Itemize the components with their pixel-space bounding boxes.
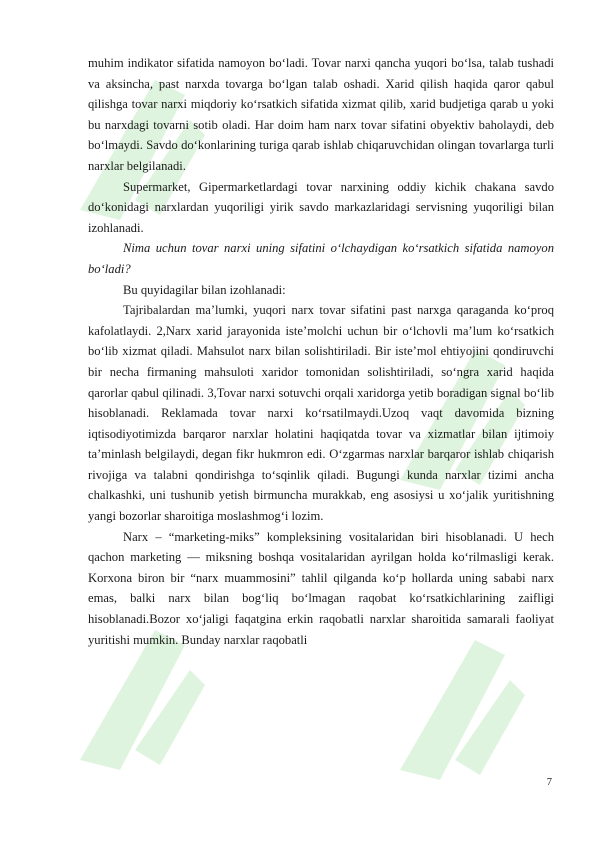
page-number: 7: [546, 777, 552, 788]
paragraph: muhim indikator sifatida namoyon bo‘ladi. Tovar narxi qancha yuqori bo‘lsa, talab tushadi va aksincha, past narxda tovarga bo‘lgan talab oshadi. Xarid qilish haqida qaror qabul qilishga tovar narxi miqdoriy ko‘rsatkich sifatida xizmat qilib, xarid budjetiga qarab u yoki bu narxdagi tovarni sotib oladi. Har doim ham narx tovar sifatini obyektiv baholaydi, deb bo‘lmaydi. Savdo do‘konlarining turiga qarab ishlab chiqaruvchidan olingan tovarlarga turli narxlar belgilanadi.: [88, 56, 554, 173]
paragraph: Bu quyidagilar bilan izohlanadi:: [123, 282, 286, 297]
paragraph: Supermarket, Gipermarketlardagi tovar narxining oddiy kichik chakana savdo do‘konidagi narxlardan yuqoriligi yirik savdo markazlaridagi servisning yuqoriligi bilan izohlanadi.: [88, 179, 554, 235]
document-body: [88, 53, 554, 650]
paragraph: Tajribalardan ma’lumki, yuqori narx tovar sifatini past narxga qaraganda ko‘proq kafolatlaydi. 2,Narx xarid jarayonida iste’molchi uchun bir o‘lchovli ma’lum ko‘rsatkich bo‘lib xizmat qiladi. Mahsulot narx bilan solishtiriladi. Bir iste’mol ehtiyojini qondiruvchi bir necha firmaning mahsuloti xaridor tomonidan solishtiriladi, so‘ngra xarid haqida qarorlar qabul qilinadi. 3,Tovar narxi sotuvchi orqali xaridorga yetib boradigan signal bo‘lib hisoblanadi. Reklamada tovar narxi ko‘rsatilmaydi.Uzoq vaqt davomida bizning iqtisodiyotimizda barqaror narxlar holatini haqiqatda tovar va xizmatlar bilan ijtimoiy ta’minlash belgilaydi, degan fikr hukmron edi. O‘zgarmas narxlar barqaror ishlab chiqarish rivojiga va talabni qondirishga to‘sqinlik qiladi. Bugungi kunda narxlar tizimi ancha chalkashki, uni tushunib yetish birmuncha murakkab, eng asosiysi u xo‘jalik yuritishning yangi bozorlar sharoitiga moslashmog‘i lozim.: [88, 303, 554, 524]
paragraph: Narx – “marketing-miks” kompleksining vositalaridan biri hisoblanadi. U hech qachon marketing — miksning boshqa vositalaridan ayrilgan holda ko‘rilmasligi kerak. Korxona biron bir “narx muammosini” tahlil qilganda ko‘p hollarda uning sababi narx emas, balki narx bilan bog‘liq bo‘lmagan raqobat ko‘rsatkichlarining zaifligi hisoblanadi.Bozor xo‘jaligi faqatgina erkin raqobatli narxlar sharoitida samarali faoliyat yuritishi mumkin. Bunday narxlar raqobatli: [88, 529, 554, 647]
question-paragraph: Nima uchun tovar narxi uning sifatini o‘lchaydigan ko‘rsatkich sifatida namoyon bo‘ladi?: [88, 241, 554, 276]
